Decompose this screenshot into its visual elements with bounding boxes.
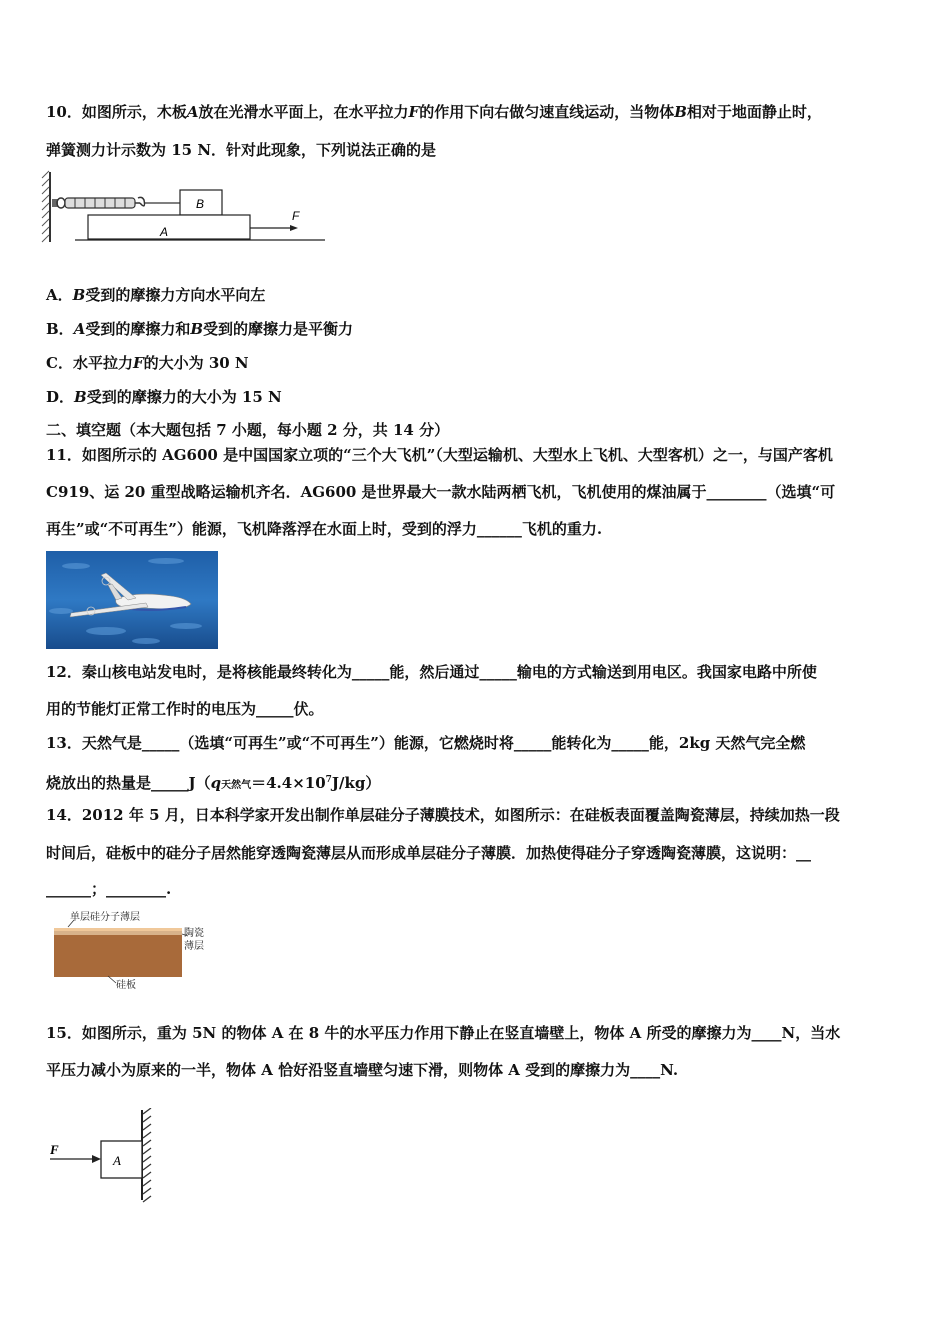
q14-line3: ______；________. — [46, 880, 172, 898]
label-silicon: 硅板 — [116, 980, 136, 991]
label-f: F — [292, 209, 300, 223]
label-ceramic-2: 薄层 — [184, 941, 204, 952]
q13-line2: 烧放出的热量是_____J（q天然气$=4.4\times 10^7J/kg$） — [46, 774, 381, 792]
q10-line2: 弹簧测力计示数为 15 N．针对此现象，下列说法正确的是 — [46, 141, 437, 159]
label-a: A — [160, 225, 169, 239]
q12-line2: 用的节能灯正常工作时的电压为_____伏。 — [46, 700, 324, 718]
label-ceramic-1: 陶瓷 — [184, 928, 204, 939]
q10-option-d[interactable]: D．B受到的摩擦力的大小为 15 N — [46, 388, 282, 406]
board-a — [88, 215, 250, 239]
q15-line2: 平压力减小为原来的一半，物体 A 恰好沿竖直墙壁匀速下滑，则物体 A 受到的摩擦力为____N. — [46, 1061, 679, 1079]
q10-option-c[interactable]: C．水平拉力F的大小为 30 N — [46, 354, 249, 372]
label-f: F — [50, 1142, 59, 1157]
q14-silicon-figure — [46, 906, 216, 992]
q11-airplane-photo — [46, 551, 218, 649]
label-a: A — [113, 1153, 121, 1168]
q13-line1: 13．天然气是_____（选填“可再生”或“不可再生”）能源，它燃烧时将_____能转化为_____能，2kg 天然气完全燃 — [46, 734, 806, 752]
q10-line1: 10．如图所示，木板A放在光滑水平面上，在水平拉力F的作用下向右做匀速直线运动，当物体B相对于地面静止时， — [46, 103, 822, 121]
label-b: B — [196, 197, 205, 211]
q14-line1: 14．2012 年 5 月，日本科学家开发出制作单层硅分子薄膜技术，如图所示：在硅板表面覆盖陶瓷薄层，持续加热一段 — [46, 806, 840, 824]
q11-line2: C919、运 20 重型战略运输机齐名．AG600 是世界最大一款水陆两栖飞机，飞机使用的煤油属于________（选填“可 — [46, 483, 836, 501]
label-monolayer: 单层硅分子薄层 — [70, 912, 140, 923]
section-2-heading: 二、填空题（本大题包括 7 小题，每小题 2 分，共 14 分） — [46, 421, 450, 439]
q10-option-b[interactable]: B．A受到的摩擦力和B受到的摩擦力是平衡力 — [46, 320, 354, 338]
q11-line3: 再生”或“不可再生”）能源，飞机降落浮在水面上时，受到的浮力______飞机的重力. — [46, 520, 603, 538]
q15-line1: 15．如图所示，重为 5N 的物体 A 在 8 牛的水平压力作用下静止在竖直墙壁上，物体 A 所受的摩擦力为____N，当水 — [46, 1024, 841, 1042]
silicon-board — [54, 935, 182, 977]
q14-line2: 时间后，硅板中的硅分子居然能穿透陶瓷薄层从而形成单层硅分子薄膜．加热使得硅分子穿透陶瓷薄膜，这说明：__ — [46, 844, 812, 862]
q12-line1: 12．秦山核电站发电时，是将核能最终转化为_____能，然后通过_____输电的方式输送到用电区。我国家电路中所使 — [46, 663, 817, 681]
q10-figure — [40, 170, 335, 248]
q15-figure — [46, 1108, 166, 1204]
q11-line1: 11．如图所示的 AG600 是中国国家立项的“三个大飞机”（大型运输机、大型水上飞机、大型客机）之一，与国产客机 — [46, 446, 833, 464]
q10-option-a[interactable]: A．B受到的摩擦力方向水平向左 — [46, 286, 266, 304]
block-a — [101, 1141, 142, 1178]
